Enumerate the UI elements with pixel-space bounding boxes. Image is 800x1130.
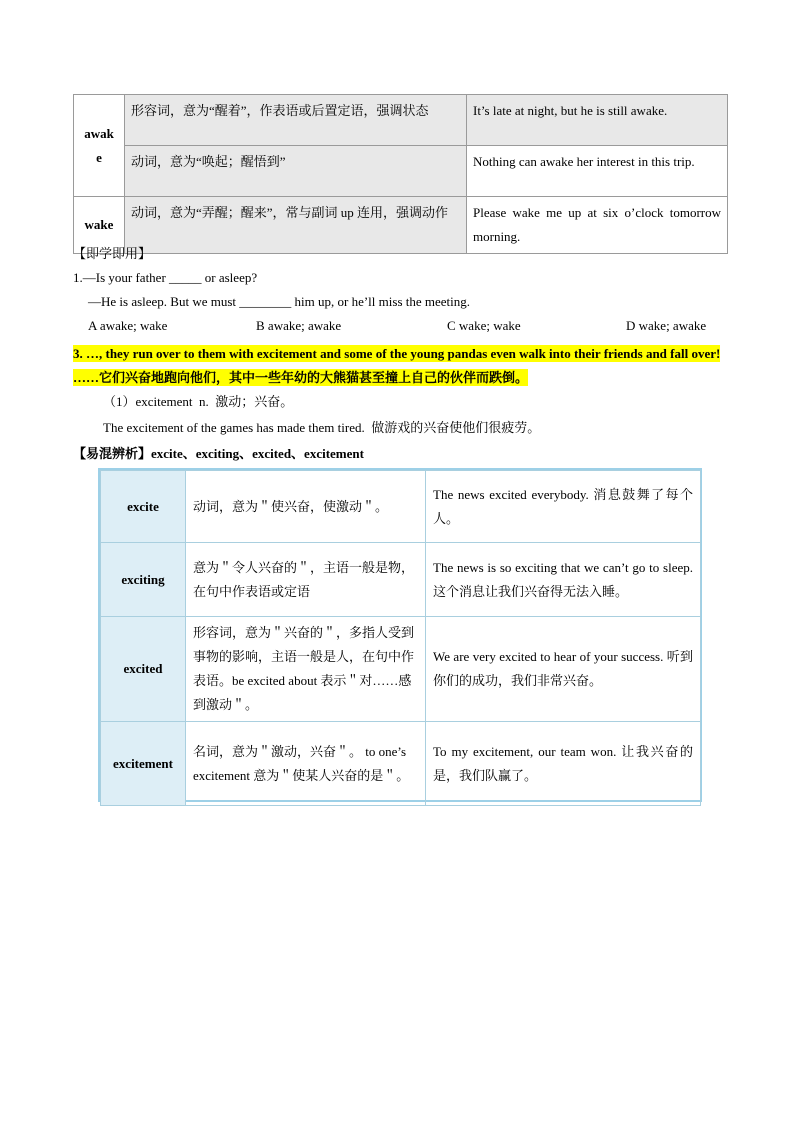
option-c: C wake; wake — [447, 318, 521, 333]
word-cell: excite — [101, 471, 186, 543]
confusion-header: 【易混辨析】excite、exciting、excited、excitement — [73, 446, 364, 461]
table-row — [101, 617, 701, 722]
answer-options — [88, 316, 728, 336]
word-cell: wake — [74, 197, 125, 254]
table-row — [74, 197, 728, 254]
table-row — [74, 95, 728, 146]
table-row — [101, 543, 701, 617]
word-cell: excited — [101, 617, 186, 722]
practice-header: 【即学即用】 — [73, 246, 152, 261]
option-d: D wake; awake — [626, 318, 707, 333]
word-cell: excitement — [101, 722, 186, 806]
example-cell: The news excited everybody. 消息鼓舞了每个人。 — [426, 471, 701, 543]
table-row — [101, 722, 701, 806]
definition-cell: 名词，意为＂激动，兴奋＂。 to one’s excitement 意为＂使某人兴奋的是＂。 — [186, 722, 426, 806]
question-1-reply: —He is asleep. But we must ________ him up, or he’ll miss the meeting. — [88, 294, 471, 309]
option-b: B awake; awake — [256, 318, 342, 333]
word-cell: exciting — [101, 543, 186, 617]
question-1: 1.—Is your father _____ or asleep? — [73, 270, 258, 285]
vocab-item-1: （1）excitement n. 激动；兴奋。 — [103, 394, 294, 409]
example-cell: Please wake me up at six o’clock tomorrow morning. — [467, 197, 728, 254]
definition-cell: 动词，意为＂使兴奋，使激动＂。 — [186, 471, 426, 543]
option-a: A awake; wake — [88, 318, 168, 333]
table-row — [74, 146, 728, 197]
example-sentence: The excitement of the games has made them tired. 做游戏的兴奋使他们很疲劳。 — [103, 420, 541, 435]
example-cell: We are very excited to hear of your success. 听到你们的成功，我们非常兴奋。 — [426, 617, 701, 722]
definition-cell: 形容词，意为＂兴奋的＂，多指人受到事物的影响，主语一般是人，在句中作表语。be excited about 表示＂对……感到激动＂。 — [186, 617, 426, 722]
definition-cell: 动词，意为“唤起；醒悟到” — [125, 146, 467, 197]
word-table-awake-wake — [73, 94, 728, 254]
example-cell: Nothing can awake her interest in this trip. — [467, 146, 728, 197]
highlight-text: 3. …, they run over to them with excitement and some of the young pandas even walk into their friends and fall over! ……它们兴奋地跑向他们，其中一些年幼的大熊猫甚至撞上自己的伙伴而跌倒。 — [73, 346, 721, 385]
definition-cell: 动词，意为“弄醒；醒来”，常与副词 up 连用，强调动作 — [125, 197, 467, 254]
example-cell: To my excitement, our team won. 让我兴奋的是，我们队赢了。 — [426, 722, 701, 806]
confusion-table — [98, 468, 702, 802]
word-cell: awake — [74, 95, 125, 197]
definition-cell: 意为＂令人兴奋的＂，主语一般是物，在句中作表语或定语 — [186, 543, 426, 617]
highlighted-sentence — [73, 342, 733, 390]
example-cell: It’s late at night, but he is still awake. — [467, 95, 728, 146]
example-cell: The news is so exciting that we can’t go to sleep. 这个消息让我们兴奋得无法入睡。 — [426, 543, 701, 617]
definition-cell: 形容词，意为“醒着”，作表语或后置定语，强调状态 — [125, 95, 467, 146]
table-row — [101, 471, 701, 543]
